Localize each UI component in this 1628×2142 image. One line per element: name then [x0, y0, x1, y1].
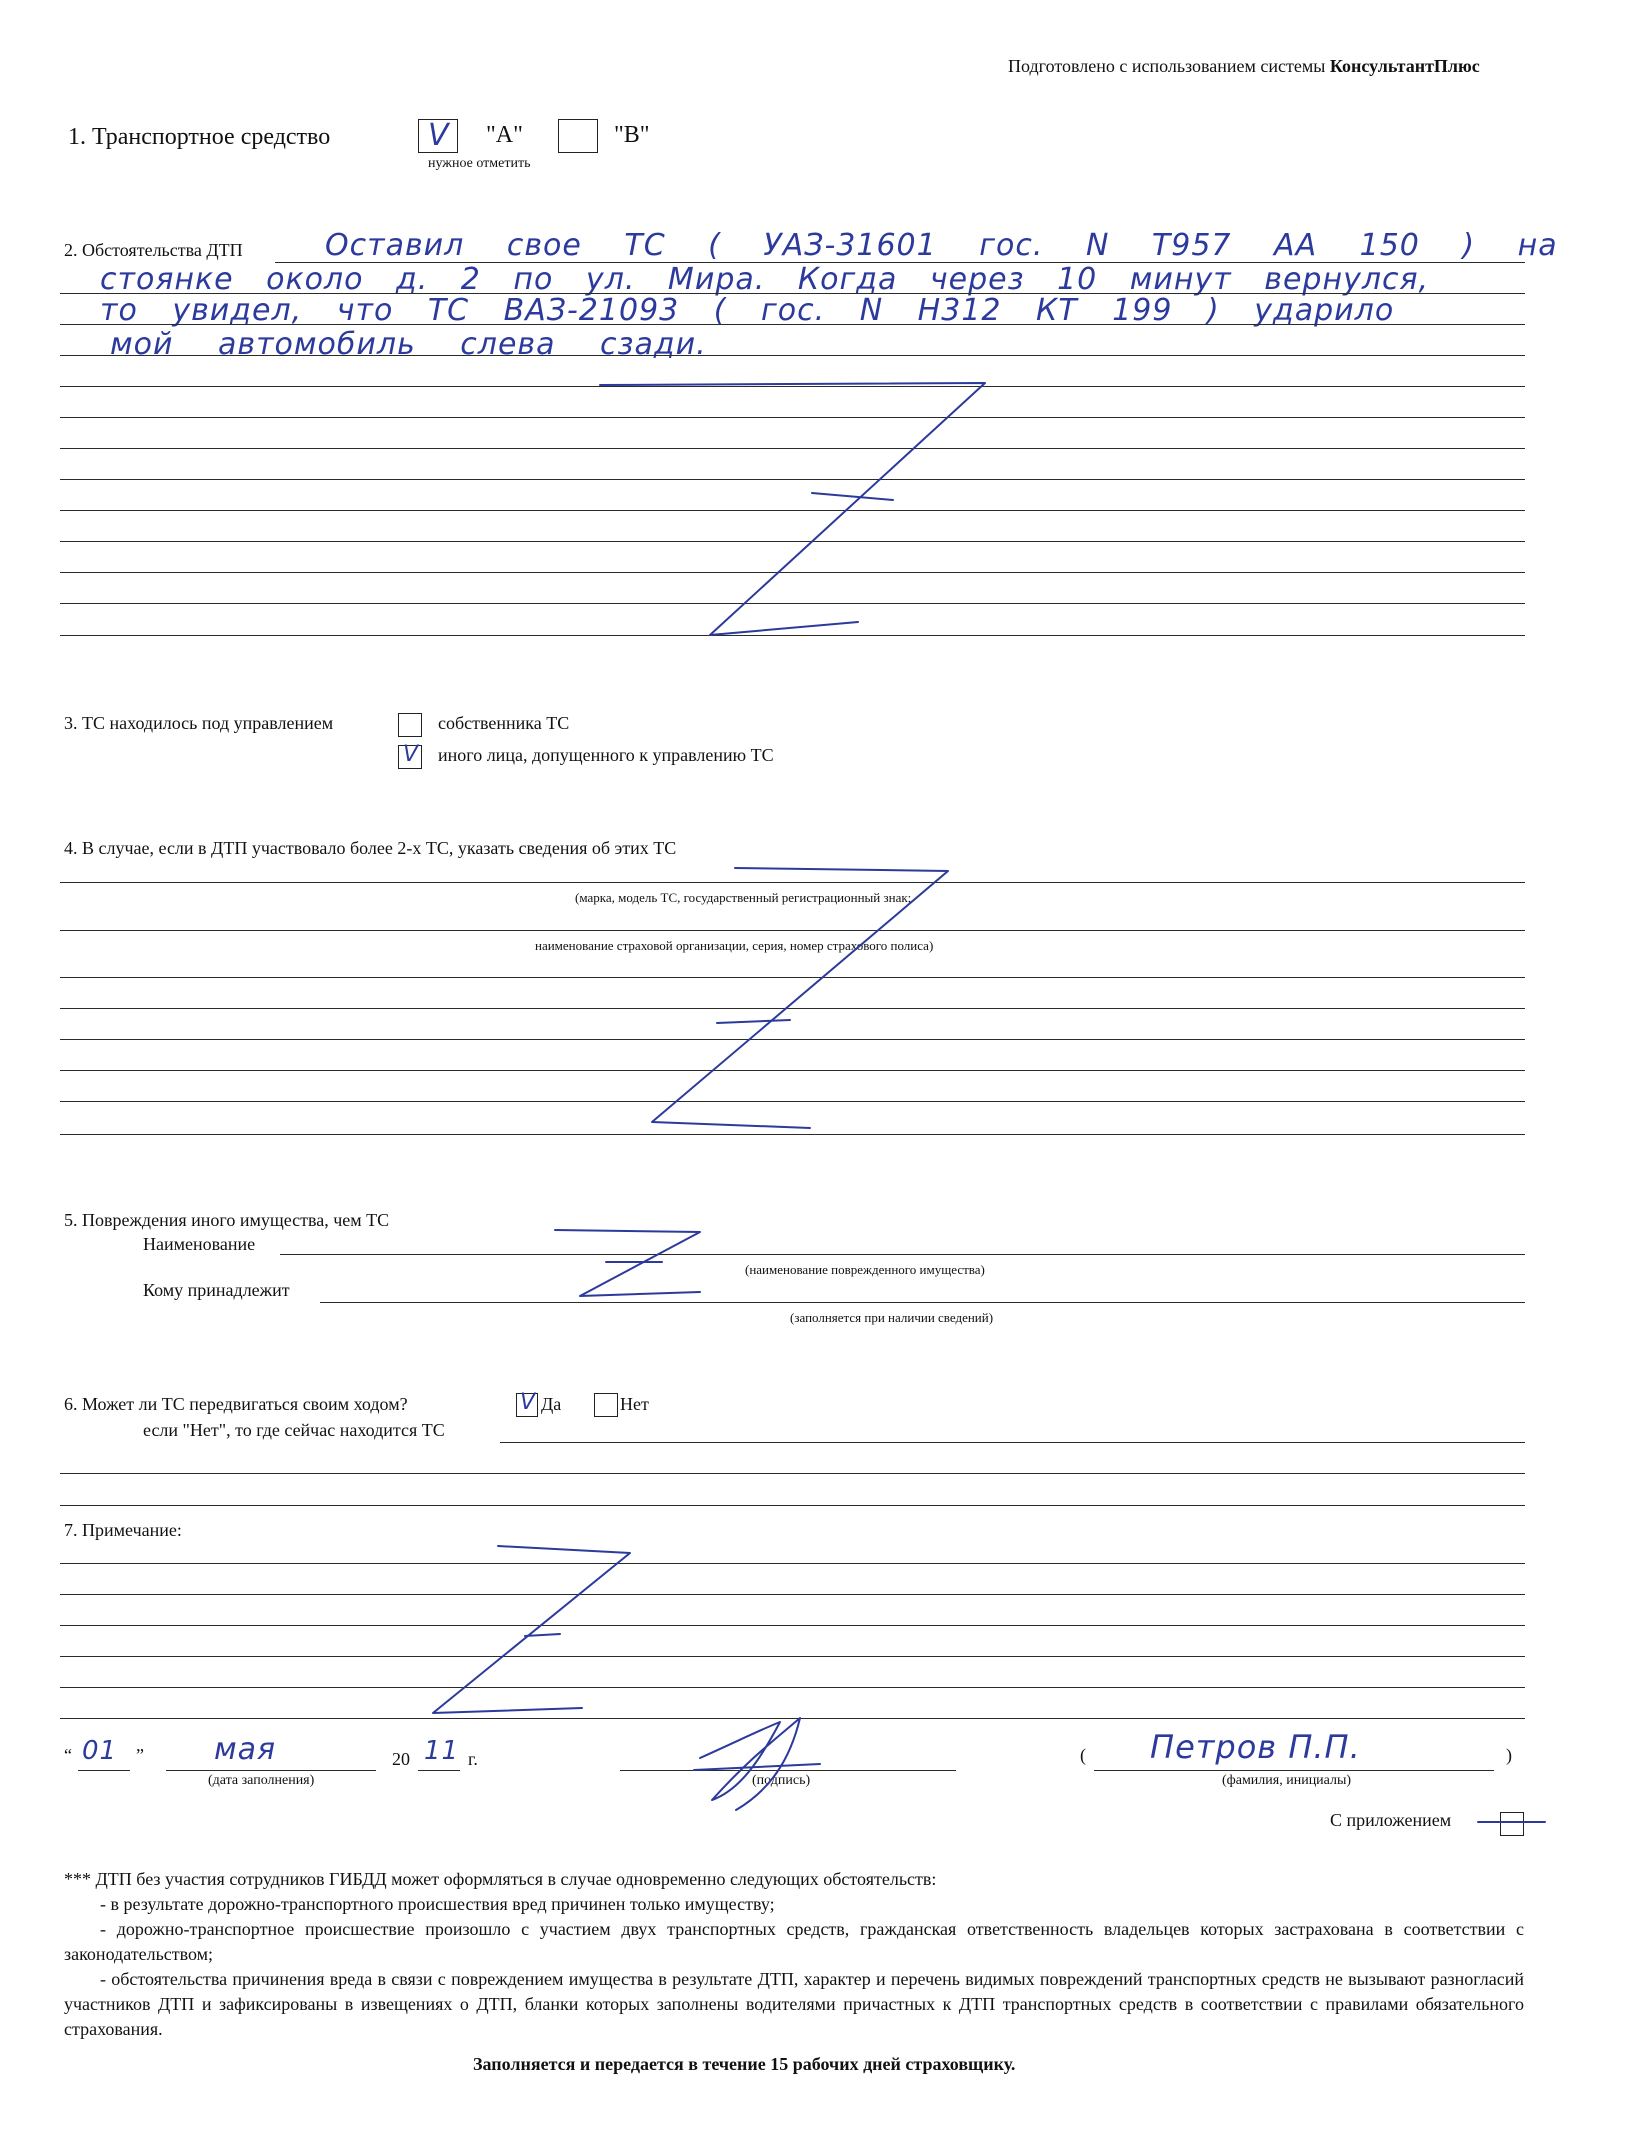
footnote-item-2: - дорожно-транспортное происшествие произошло с участием двух транспортных средств, гражданская ответственность владельцев которых застрахована в соответствии с законодательством; [64, 1919, 1524, 1964]
s2-label: 2. Обстоятельства ДТП [64, 240, 243, 260]
s3-label: 3. ТС находилось под управлением [64, 713, 334, 733]
s4-hint-1: (марка, модель ТС, государственный регистрационный знак; [575, 890, 912, 905]
s6-where-label: если "Нет", то где сейчас находится ТС [143, 1420, 445, 1440]
name-hint: (фамилия, инициалы) [1222, 1773, 1352, 1788]
paren-close: ) [1506, 1745, 1512, 1765]
s6-no-label: Нет [620, 1394, 649, 1414]
signer-name: Петров П.П. [1150, 1728, 1361, 1766]
strike-z-section2-bar [812, 493, 893, 500]
checkmark-a: V [428, 118, 449, 153]
s7-label: 7. Примечание: [64, 1520, 182, 1540]
checkmark-other-person: V [403, 742, 419, 767]
s5-name-hint: (наименование поврежденного имущества) [745, 1262, 985, 1277]
s5-label: 5. Повреждения иного имущества, чем ТС [64, 1210, 390, 1230]
date-hint: (дата заполнения) [208, 1773, 315, 1788]
s6-yes-label: Да [541, 1394, 562, 1414]
quote-open: “ [64, 1745, 72, 1765]
year-suffix: 11 [424, 1736, 460, 1766]
attachment-label: С приложением [1330, 1810, 1452, 1830]
signature-mark [694, 1718, 820, 1810]
date-month: мая [214, 1732, 277, 1767]
year-prefix: 20 [392, 1749, 410, 1769]
s1-note: нужное отметить [428, 156, 531, 171]
s5-owner-label: Кому принадлежит [143, 1280, 290, 1300]
s2-line-3: то увидел, что ТС ВАЗ-21093 ( гос. N Н312 КТ 199 ) ударило [100, 293, 1395, 328]
strike-z-section4 [652, 868, 948, 1128]
s1-title: 1. Транспортное средство [68, 124, 331, 150]
quote-close: ” [136, 1745, 144, 1765]
strike-z-section4-bar [717, 1020, 790, 1023]
s6-label: 6. Может ли ТС передвигаться своим ходом? [64, 1394, 408, 1414]
footnote-item-1: - в результате дорожно-транспортного происшествия вред причинен только имуществу; [100, 1894, 775, 1914]
footnote-intro: *** ДТП без участия сотрудников ГИБДД может оформляться в случае одновременно следующих обстоятельств: [64, 1869, 937, 1889]
s3-option-owner: собственника ТС [438, 713, 570, 733]
s1-option-b: "В" [614, 122, 650, 148]
s4-label: 4. В случае, если в ДТП участвовало более 2-х ТС, указать сведения об этих ТС [64, 838, 677, 858]
header-brand: КонсультантПлюс [1329, 56, 1480, 76]
s2-line-4: мой автомобиль слева сзади. [110, 327, 707, 362]
paren-open: ( [1080, 1745, 1086, 1765]
date-day: 01 [82, 1736, 118, 1766]
s4-hint-2: наименование страховой организации, серия, номер страхового полиса) [535, 938, 934, 953]
bottom-note: Заполняется и передается в течение 15 рабочих дней страховщику. [473, 2054, 1016, 2074]
footnote-item-3: - обстоятельства причинения вреда в связи с повреждением имущества в результате ДТП, характер и перечень видимых повреждений транспортных средств не вызывают разногласий участников ДТП и зафиксированы в извещениях о ДТП, бланки которых заполнены водителями причастных к ДТП транспортных средств в соответствии с правилами обязательного страхования. [64, 1969, 1524, 2039]
checkmark-yes: V [520, 1390, 536, 1415]
s2-line-1: Оставил свое ТС ( УАЗ-31601 гос. N Т957 АА 150 ) на [325, 228, 1558, 263]
s3-option-other: иного лица, допущенного к управлению ТС [438, 745, 774, 765]
signature-hint: (подпись) [752, 1773, 811, 1788]
s5-owner-hint: (заполняется при наличии сведений) [790, 1310, 994, 1325]
header-prepared: Подготовлено с использованием системы [1008, 56, 1330, 76]
year-g: г. [468, 1749, 478, 1769]
strike-z-section2 [600, 383, 985, 635]
strike-z-section7 [433, 1546, 630, 1713]
s1-option-a: "А" [486, 122, 523, 148]
s2-line-2: стоянке около д. 2 по ул. Мира. Когда через 10 минут вернулся, [100, 262, 1430, 297]
s5-name-label: Наименование [143, 1234, 256, 1254]
